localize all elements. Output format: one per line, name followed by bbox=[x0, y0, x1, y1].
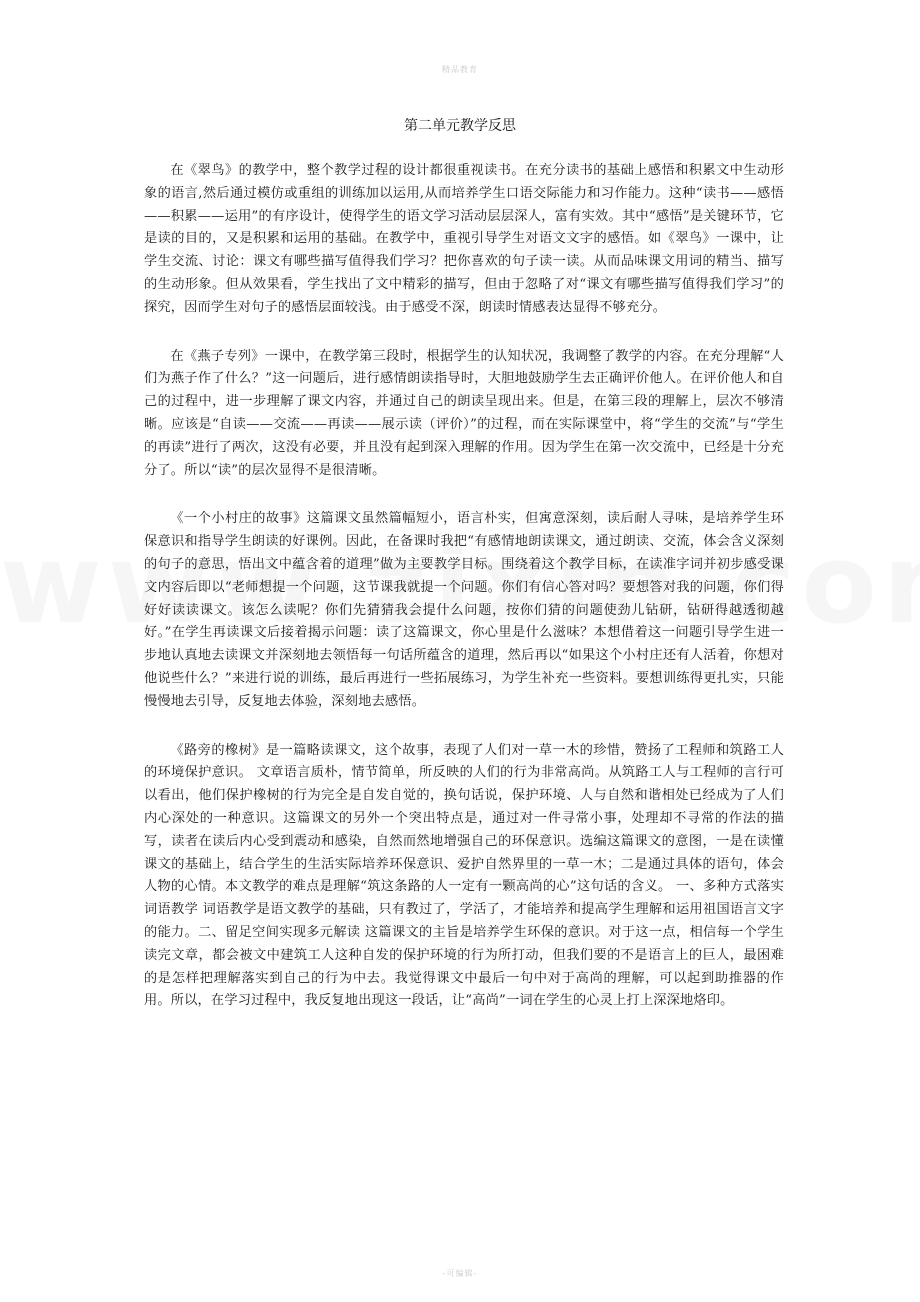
paragraph-cuiniao: 在《翠鸟》的教学中，整个教学过程的设计都很重视读书。在充分读书的基础上感悟和积累文中生动形象的语言,然后通过模仿或重组的训练加以运用,从而培养学生口语交际能力和习作能力。这种“读书——感悟——积累——运用”的有序设计，使得学生的语文学习活动层层深人，富有实效。其中“感悟”是关键环节，它是读的目的，又是积累和运用的基础。在教学中，重视引导学生对语文文字的感悟。如《翠鸟》一课中，让学生交流、讨论：课文有哪些描写值得我们学习？把你喜欢的句子读一读。从而品味课文用词的精当、描写的生动形象。但从效果看，学生找出了文中精彩的描写，但由于忽略了对“课文有哪些描写值得我们学习”的探究，因而学生对句子的感悟层面较浅。由于感受不深，朗读时情感表达显得不够充分。 bbox=[144, 163, 784, 315]
document-body bbox=[144, 160, 784, 1039]
document-title: 第二单元教学反思 bbox=[404, 118, 516, 134]
header-watermark: 精品教育 bbox=[442, 65, 478, 74]
paragraph-xiaocunzhuang: 《一个小村庄的故事》这篇课文虽然篇幅短小，语言朴实，但寓意深刻，读后耐人寻味，是培养学生环保意识和指导学生朗读的好课例。因此，在备课时我把“有感情地朗读课文，通过朗读、交流，体会含义深刻的句子的意思，悟出文中蕴含着的道理”做为主要教学目标。围绕着这个教学目标，在读准字词并初步感受课文内容后即以“老师想提一个问题，这节课我就提一个问题。你们有信心答对吗？要想答对我的问题，你们得好好读读课文。该怎么读呢？你们先猜猜我会提什么问题，按你们猜的问题使劲儿钻研，钻研得越透彻越好。”在学生再读课文后接着揭示问题：读了这篇课文，你心里是什么滋味？本想借着这一问题引导学生进一步地认真地去读课文并深刻地去领悟每一句话所蕴含的道理，然后再以“如果这个小村庄还有人活着，你想对他说些什么？”来进行说的训练，最后再进行一些拓展练习，为学生补充一些资料。要想训练得更扎实，只能慢慢地去引导，反复地去体验，深刻地去感悟。 bbox=[144, 511, 784, 709]
paragraph-xiangshu: 《路旁的橡树》是一篇略读课文，这个故事，表现了人们对一草一木的珍惜，赞扬了工程师和筑路工人的环境保护意识。 文章语言质朴，情节简单，所反映的人们的行为非常高尚。从筑路工人与工程师的言行可以看出，他们保护橡树的行为完全是自发自觉的，换句话说，保护环境、人与自然和谐相处已经成为了人们内心深处的一种意识。这篇课文的另外一个突出特点是，通过对一件寻常小事，处理却不寻常的作法的描写，读者在读后内心受到震动和感染，自然而然地增强自己的环保意识。选编这篇课文的意图，一是在读懂课文的基础上，结合学生的生活实际培养环保意识、爱护自然界里的一草一木；二是通过具体的语句，体会人物的心情。本文教学的难点是理解“筑这条路的人一定有一颗高尚的心”这句话的含义。 一、多种方式落实词语教学 词语教学是语文教学的基础，只有教过了，学活了，才能培养和提高学生理解和运用祖国语言文字的能力。二、留足空间实现多元解读 这篇课文的主旨是培养学生环保的意识。对于这一点，相信每一个学生读完文章，都会被文中建筑工人这种自发的保护环境的行为所打动，但我们要的不是语言上的巨人，最困难的是怎样把理解落实到自己的行为中去。我觉得课文中最后一句中对于高尚的理解，可以起到助推器的作用。所以，在学习过程中，我反复地出现这一段话，让“高尚”一词在学生的心灵上打上深深地烙印。 bbox=[144, 742, 784, 1009]
paragraph-yanzi-zhuanlie: 在《燕子专列》一课中，在教学第三段时，根据学生的认知状况，我调整了教学的内容。在充分理解“人们为燕子作了什么？”这一问题后，进行感情朗读指导时，大胆地鼓励学生去正确评价他人。在评价他人和自己的过程中，进一步理解了课文内容，并通过自己的朗读呈现出来。但是，在第三段的理解上，层次不够清晰。应该是“自读——交流——再读——展示读（评价）”的过程，而在实际课堂中，将“学生的交流”与“学生的再读”进行了两次，这没有必要，并且没有起到深入理解的作用。因为学生在第一次交流中，已经是十分充分了。所以“读”的层次显得不是很清晰。 bbox=[144, 348, 784, 478]
footer-watermark: -可编辑- bbox=[442, 1269, 478, 1278]
